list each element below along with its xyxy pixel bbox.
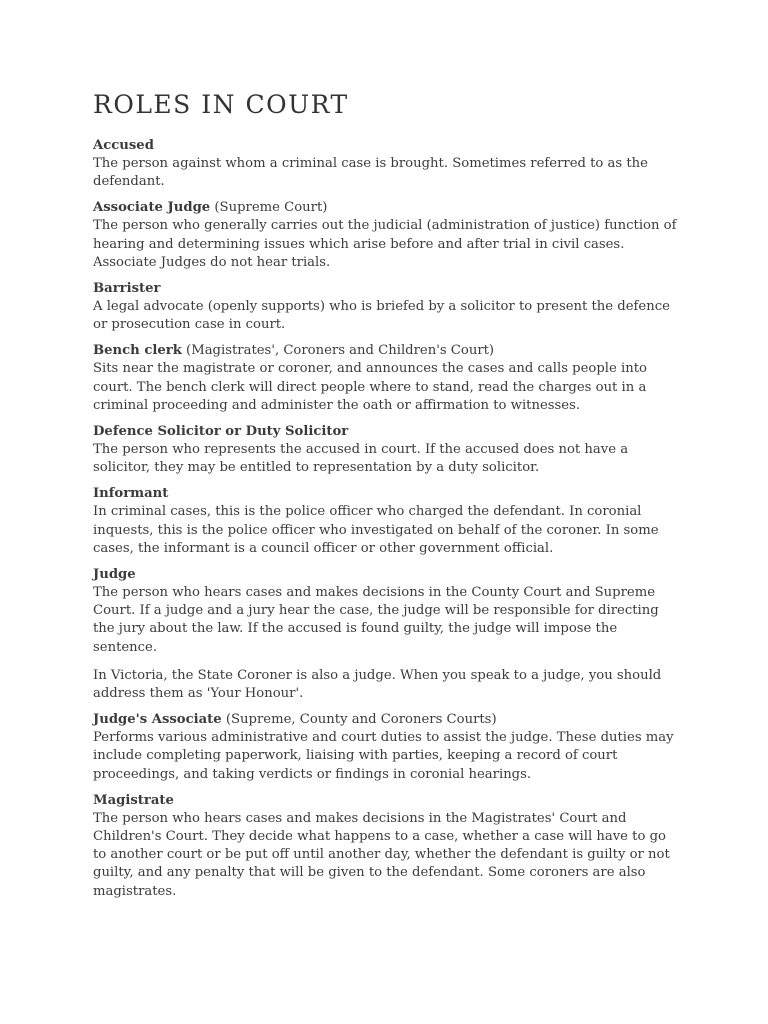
entry-associate-judge bbox=[93, 199, 683, 272]
term: Barrister bbox=[93, 281, 161, 297]
entry-magistrate bbox=[93, 792, 683, 901]
definition: The person who generally carries out the judicial (administration of justice) function of hearing and determining issues which arise before and after trial in civil cases. Associate Judges do not hear trials. bbox=[93, 218, 677, 270]
entry-informant bbox=[93, 485, 683, 558]
term: Informant bbox=[93, 486, 169, 502]
definition: In criminal cases, this is the police officer who charged the defendant. In coronial inquests, this is the police officer who investigated on behalf of the coroner. In some cases, the informant is a council officer or other government official. bbox=[93, 504, 659, 556]
term: Magistrate bbox=[93, 792, 174, 808]
definition: Sits near the magistrate or coroner, and announces the cases and calls people into court. The bench clerk will direct people where to stand, read the charges out in a criminal proceeding and administer the oath or affirmation to witnesses. bbox=[93, 361, 647, 413]
term: Associate Judge bbox=[93, 200, 211, 216]
entry-defence-solicitor bbox=[93, 423, 683, 477]
definition: The person who represents the accused in court. If the accused does not have a solicitor, they may be entitled to representation by a duty solicitor. bbox=[93, 442, 629, 476]
term: Bench clerk bbox=[93, 343, 182, 359]
definition: The person who hears cases and makes decisions in the Magistrates' Court and Children's Court. They decide what happens to a case, whether a case will have to go to another court or be put off until another day, whether the defendant is guilty or not guilty, and any penalty that will be given to the defendant. Some coroners are also magistrates. bbox=[93, 810, 670, 899]
term-line bbox=[93, 137, 683, 155]
term: Judge bbox=[93, 567, 136, 583]
term-note: (Supreme Court) bbox=[210, 200, 328, 216]
definition: A legal advocate (openly supports) who is briefed by a solicitor to present the defence or prosecution case in court. bbox=[93, 299, 670, 333]
term: Accused bbox=[93, 138, 154, 153]
entry-accused bbox=[93, 137, 683, 191]
term-note: (Magistrates', Coroners and Children's Court) bbox=[181, 343, 495, 359]
term: Judge's Associate bbox=[93, 712, 222, 728]
definition-extra: In Victoria, the State Coroner is also a judge. When you speak to a judge, you should address them as 'Your Honour'. bbox=[93, 667, 662, 702]
term-line bbox=[93, 423, 683, 441]
term-line bbox=[93, 199, 683, 217]
entry-barrister bbox=[93, 280, 683, 334]
term-line bbox=[93, 566, 683, 584]
term-line bbox=[93, 792, 683, 810]
entry-judge bbox=[93, 566, 683, 703]
term-line bbox=[93, 485, 683, 503]
term: Defence Solicitor or Duty Solicitor bbox=[93, 424, 349, 440]
entry-bench-clerk bbox=[93, 342, 683, 415]
definition: The person against whom a criminal case is brought. Sometimes referred to as the defendant. bbox=[93, 156, 648, 190]
term-line bbox=[93, 711, 683, 729]
definition: Performs various administrative and court duties to assist the judge. These duties may include completing paperwork, liaising with parties, keeping a record of court proceedings, and taking verdicts or findings in coronial hearings. bbox=[93, 730, 674, 782]
definition: The person who hears cases and makes decisions in the County Court and Supreme Court. If a judge and a jury hear the case, the judge will be responsible for directing the jury about the law. If the accused is found guilty, the judge will impose the sentence. bbox=[93, 585, 659, 655]
term-line bbox=[93, 280, 683, 298]
document-page bbox=[93, 88, 683, 909]
term-note: (Supreme, County and Coroners Courts) bbox=[221, 712, 497, 728]
term-line bbox=[93, 342, 683, 360]
entry-judges-associate bbox=[93, 711, 683, 784]
page-title: ROLES IN COURT bbox=[93, 90, 349, 119]
